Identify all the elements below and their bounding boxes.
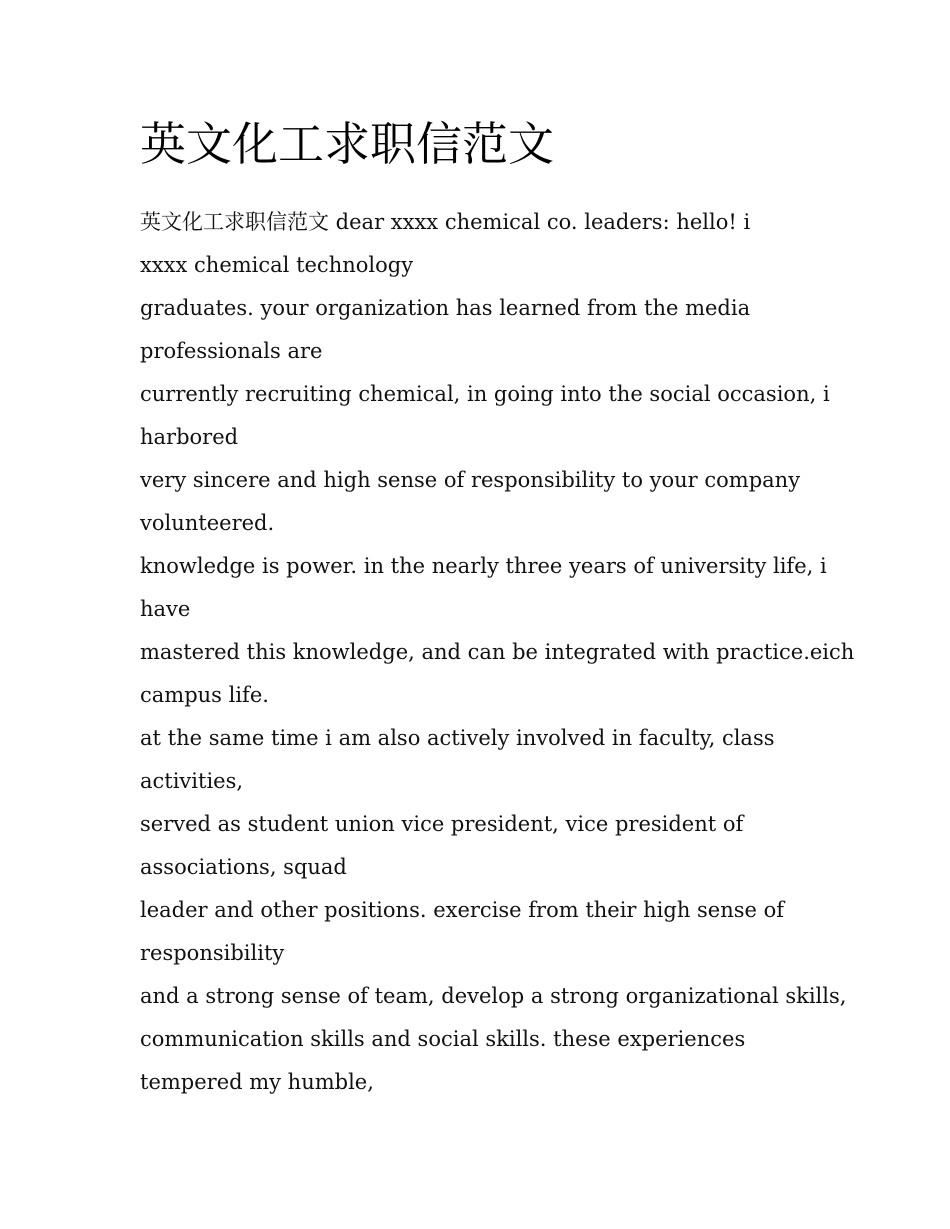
document-body <box>140 201 855 1104</box>
body-line: associations, squad <box>140 855 347 879</box>
body-line: graduates. your organization has learned from the media <box>140 296 751 320</box>
body-line: knowledge is power. in the nearly three years of university life, i <box>140 554 827 578</box>
body-line: responsibility <box>140 941 285 965</box>
body-line: communication skills and social skills. these experiences <box>140 1027 746 1051</box>
body-line: leader and other positions. exercise from their high sense of <box>140 898 785 922</box>
body-line: have <box>140 597 191 621</box>
body-line: harbored <box>140 425 239 449</box>
body-line: volunteered. <box>140 511 275 535</box>
body-line: served as student union vice president, vice president of <box>140 812 744 836</box>
body-line: very sincere and high sense of responsibility to your company <box>140 468 801 492</box>
body-line: tempered my humble, <box>140 1070 374 1094</box>
body-line: and a strong sense of team, develop a strong organizational skills, <box>140 984 847 1008</box>
body-line: xxxx chemical technology <box>140 253 414 277</box>
body-line: at the same time i am also actively involved in faculty, class <box>140 726 775 750</box>
body-line: professionals are <box>140 339 323 363</box>
body-line: campus life. <box>140 683 269 707</box>
body-line: currently recruiting chemical, in going into the social occasion, i <box>140 382 830 406</box>
page-title: 英文化工求职信范文 <box>140 117 554 171</box>
body-line: activities, <box>140 769 244 793</box>
body-line: 英文化工求职信范文 dear xxxx chemical co. leaders: hello! i <box>140 210 751 234</box>
body-line: mastered this knowledge, and can be integrated with practice.eich <box>140 640 855 664</box>
